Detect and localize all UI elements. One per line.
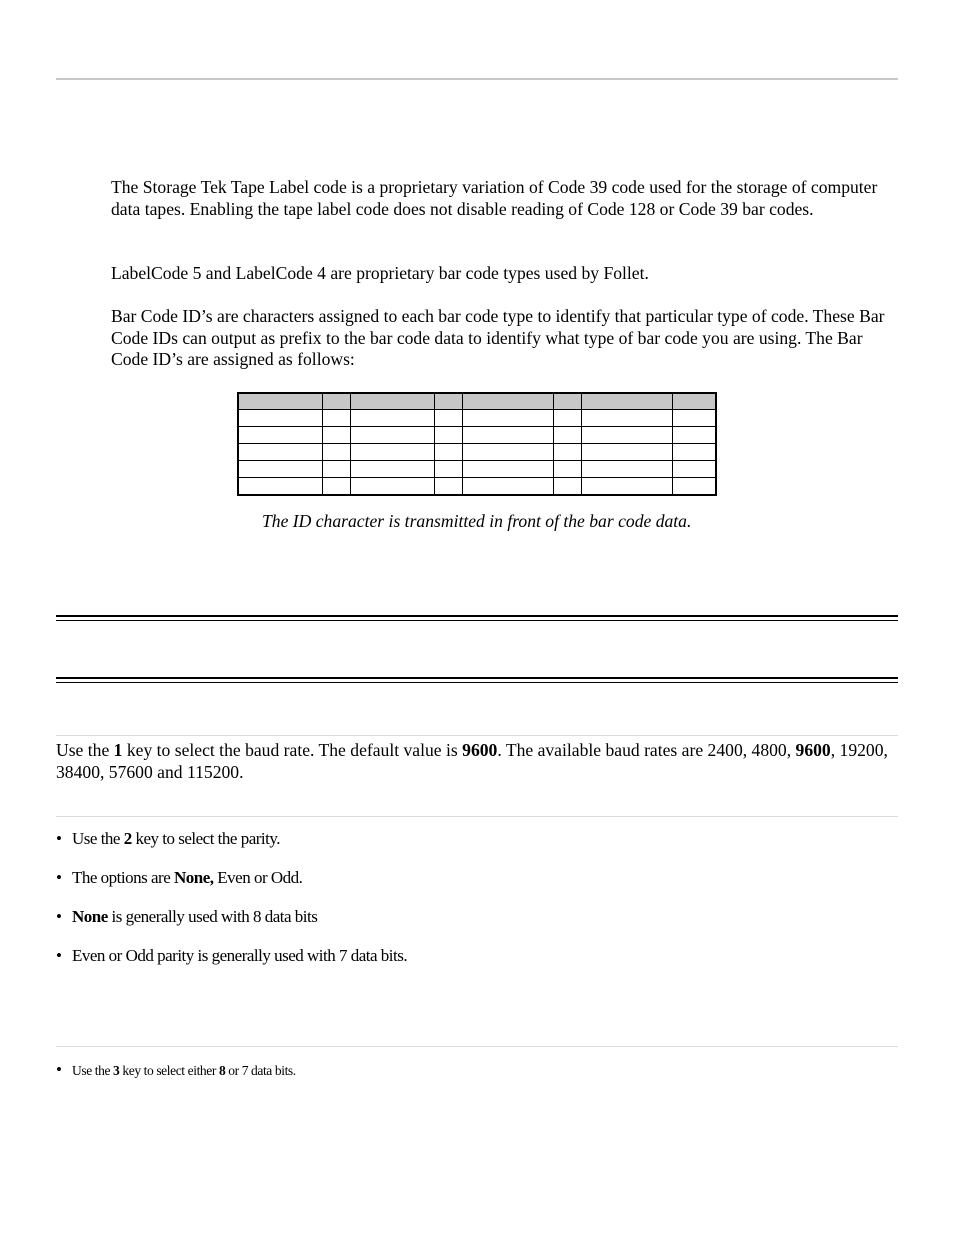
parity-bullet-2: • The options are None, Even or Odd. xyxy=(56,868,303,887)
header-rule xyxy=(56,78,898,80)
table-row xyxy=(238,461,716,478)
section-rule-2 xyxy=(56,677,898,683)
databits-divider xyxy=(56,1046,898,1047)
parity-bullet-3: • None is generally used with 8 data bits xyxy=(56,907,318,926)
databits-bullet: • Use the 3 key to select either 8 or 7 data bits. xyxy=(56,1060,296,1079)
labelcode-paragraph: LabelCode 5 and LabelCode 4 are proprietary bar code types used by Follet. xyxy=(111,263,649,283)
barcode-id-table xyxy=(237,392,717,496)
table-row xyxy=(238,444,716,461)
table-row xyxy=(238,427,716,444)
barcode-id-paragraph: Bar Code ID’s are characters assigned to each bar code type to identify that particular type of code. These Bar Code IDs can output as prefix to the bar code data to identify what type of bar code you are using. The Bar Code ID’s are assigned as follows: xyxy=(111,306,885,369)
parity-bullet-1: • Use the 2 key to select the parity. xyxy=(56,829,281,848)
table-header-row xyxy=(238,393,716,410)
baud-rate-paragraph: Use the 1 key to select the baud rate. The default value is 9600. The available baud rates are 2400, 4800, 9600, 19200, 38400, 57600 and 115200. xyxy=(56,740,888,782)
parity-divider xyxy=(56,816,898,817)
storagetek-paragraph: The Storage Tek Tape Label code is a proprietary variation of Code 39 code used for the storage of computer data tapes. Enabling the tape label code does not disable reading of Code 128 or Code 39 bar codes. xyxy=(111,177,878,219)
baud-divider xyxy=(56,735,898,736)
table-row xyxy=(238,478,716,496)
parity-bullet-4: • Even or Odd parity is generally used with 7 data bits. xyxy=(56,946,408,965)
table-caption: The ID character is transmitted in front of the bar code data. xyxy=(262,511,692,531)
table-row xyxy=(238,410,716,427)
section-rule-1 xyxy=(56,615,898,621)
